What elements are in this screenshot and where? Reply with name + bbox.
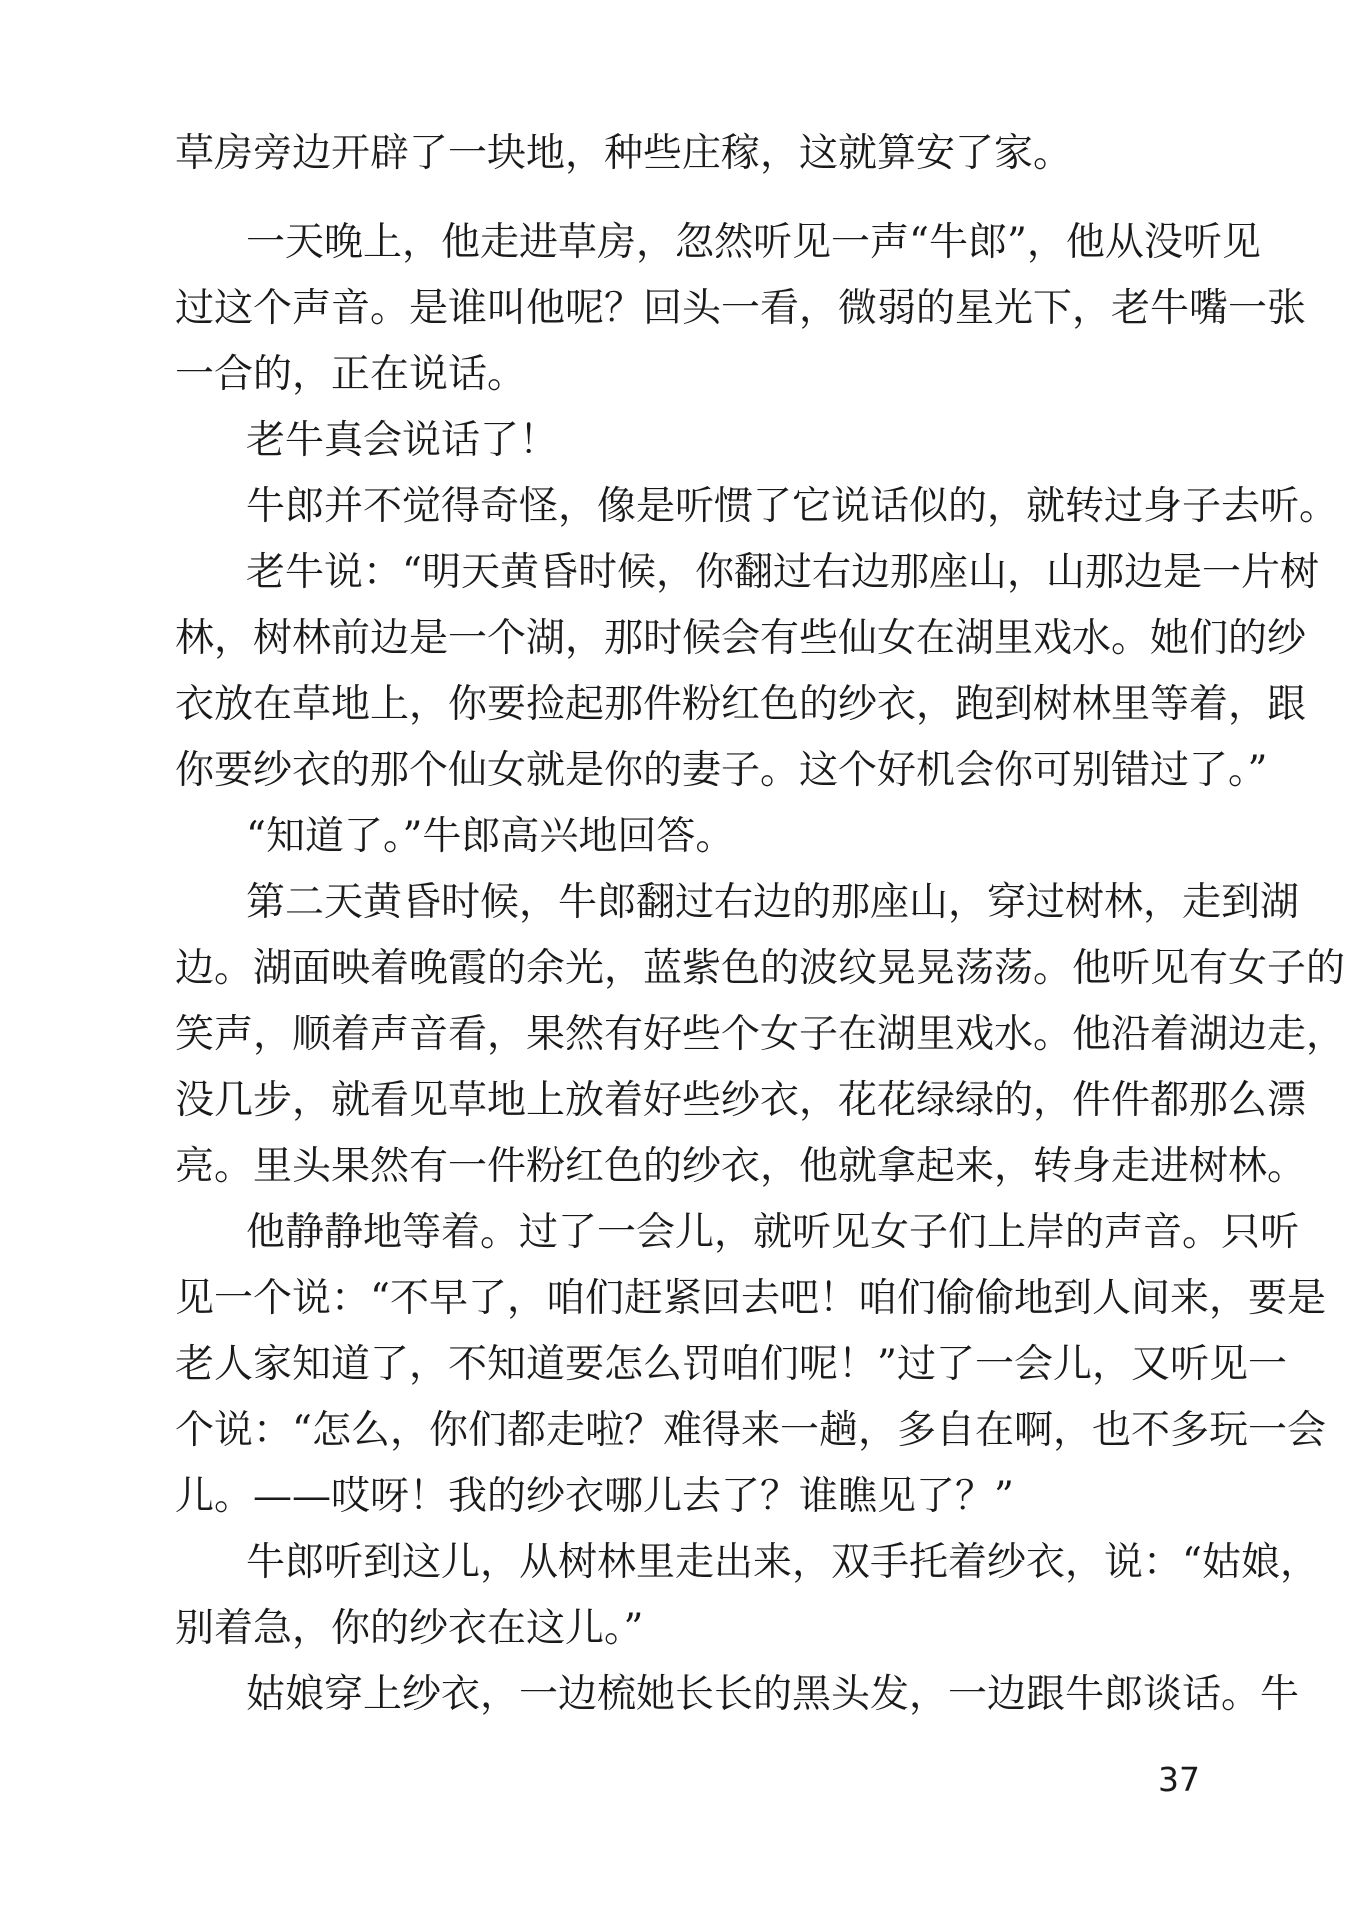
text-line: 你要纱衣的那个仙女就是你的妻子。这个好机会你可别错过了。” [175, 748, 1268, 793]
text-line: 见一个说：“不早了，咱们赶紧回去吧！咱们偷偷地到人间来，要是 [175, 1276, 1326, 1321]
text-line: 一合的，正在说话。 [175, 352, 527, 397]
text-line: 个说：“怎么，你们都走啦？难得来一趟，多自在啊，也不多玩一会 [175, 1408, 1326, 1453]
text-line: 没几步，就看见草地上放着好些纱衣，花花绿绿的，件件都那么漂 [175, 1078, 1307, 1123]
text-line: 老牛说：“明天黄昏时候，你翻过右边那座山，山那边是一片树 [246, 550, 1319, 595]
text-line: “知道了。”牛郎高兴地回答。 [246, 814, 735, 859]
text-line: 牛郎并不觉得奇怪，像是听惯了它说话似的，就转过身子去听。 [246, 484, 1339, 529]
text-line: 姑娘穿上纱衣，一边梳她长长的黑头发，一边跟牛郎谈话。牛 [246, 1672, 1300, 1717]
text-line: 笑声，顺着声音看，果然有好些个女子在湖里戏水。他沿着湖边走， [175, 1012, 1346, 1057]
text-line: 牛郎听到这儿，从树林里走出来，双手托着纱衣，说：“姑娘， [246, 1540, 1319, 1585]
text-line: 边。湖面映着晚霞的余光，蓝紫色的波纹晃晃荡荡。他听见有女子的 [175, 946, 1346, 991]
text-line: 衣放在草地上，你要捡起那件粉红色的纱衣，跑到树林里等着，跟 [175, 682, 1307, 727]
page-number: 37 [1158, 1760, 1200, 1799]
text-line: 老牛真会说话了！ [246, 418, 559, 463]
text-line: 老人家知道了，不知道要怎么罚咱们呢！”过了一会儿，又听见一 [175, 1342, 1287, 1387]
text-line: 第二天黄昏时候，牛郎翻过右边的那座山，穿过树林，走到湖 [246, 880, 1300, 925]
text-line: 草房旁边开辟了一块地，种些庄稼，这就算安了家。 [175, 131, 1073, 176]
text-line: 别着急，你的纱衣在这儿。” [175, 1606, 644, 1651]
text-line: 林，树林前边是一个湖，那时候会有些仙女在湖里戏水。她们的纱 [175, 616, 1307, 661]
text-line: 他静静地等着。过了一会儿，就听见女子们上岸的声音。只听 [246, 1210, 1300, 1255]
text-line: 儿。——哎呀！我的纱衣哪儿去了？谁瞧见了？” [175, 1474, 1014, 1519]
text-line: 过这个声音。是谁叫他呢？回头一看，微弱的星光下，老牛嘴一张 [175, 286, 1307, 331]
text-line: 一天晚上，他走进草房，忽然听见一声“牛郎”，他从没听见 [246, 220, 1261, 265]
text-line: 亮。里头果然有一件粉红色的纱衣，他就拿起来，转身走进树林。 [175, 1144, 1307, 1189]
